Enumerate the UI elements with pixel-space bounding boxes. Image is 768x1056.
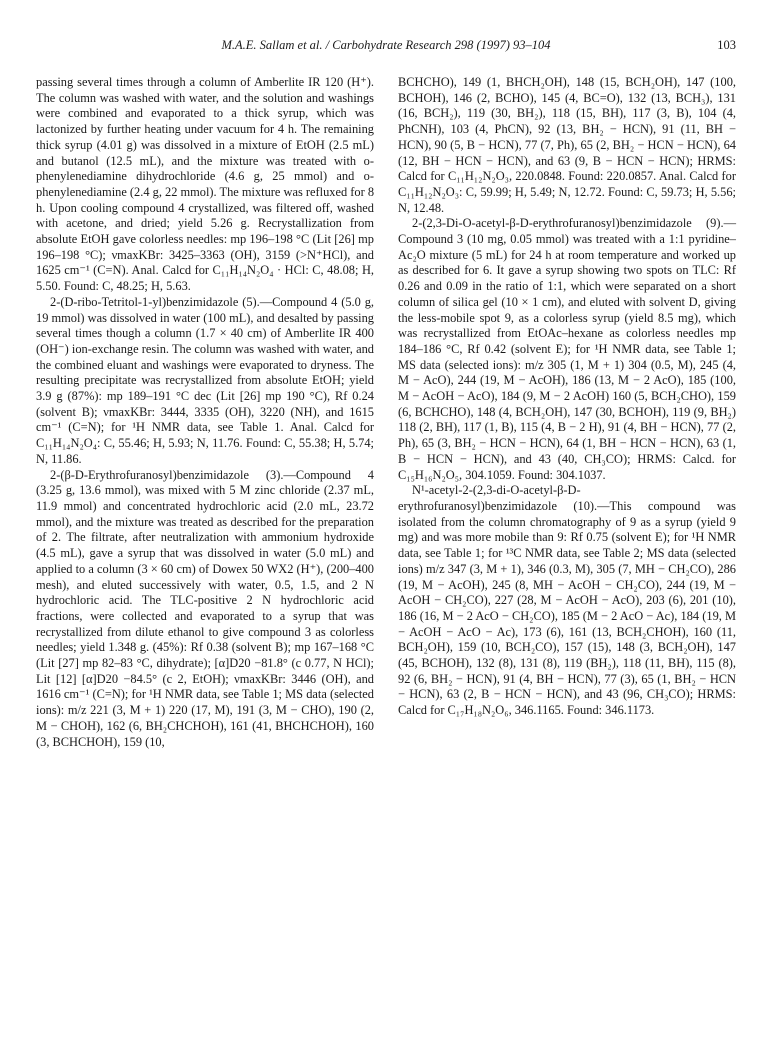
- paragraph-ms-data-continued: BCHCHO), 149 (1, BHCH₂OH), 148 (15, BCH₂OH), 147 (100, BCHOH), 146 (2, BCHO), 145 (4, BC=O), 132 (13, BCH₃), 131 (16, BCH₂), 119 (30, BH₂), 118 (15, BH), 117 (3, B), 104 (4, PhCNH), 103 (4, PhCN), 92 (13, BH₂ − HCN), 91 (11, BH − HCN), 90 (5, B − HCN), 77 (7, Ph), 65 (2, BH₂ − HCN − HCN), 64 (12, BH − HCN − HCN), and 63 (9, B − HCN − HCN); HRMS: Calcd for C₁₁H₁₂N₂O₃, 220.0848. Found: 220.0857. Anal. Calcd for C₁₁H₁₂N₂O₃: C, 59.99; H, 5.49; N, 12.72. Found: C, 59.73; H, 5.56; N, 12.48.: [398, 75, 736, 215]
- paragraph-amberlite-lactonization: passing several times through a column of Amberlite IR 120 (H⁺). The column was washed with water, and the solution and washings were combined and evaporated to a thick syrup, which was lactonized by further heating under vacuum for 4 h. The remaining thick syrup (4.01 g) was dissolved in a mixture of EtOH (2.5 mL) and butanol (12.5 mL), and the mixture was treated with o-phenylenediamine dihydrochloride (4.6 g, 25 mmol) and o-phenylenediamine (2.4 g, 22 mmol). The mixture was refluxed for 8 h. Upon cooling compound 4 crystallized, was filtered off, washed with acetone, and dried; yield 5.26 g. Recrystallization from absolute EtOH gave colorless needles: mp 196–198 °C (Lit [26] mp 196–198 °C); νmaxKBr: 3425–3363 (OH), 3159 (>N⁺HCl), and 1625 cm⁻¹ (C=N). Anal. Calcd for C₁₁H₁₄N₂O₄ · HCl: C, 48.08; H, 5.50. Found: C, 48.25; H, 5.63.: [36, 75, 375, 294]
- left-column: [36, 75, 374, 750]
- running-header: [36, 38, 736, 56]
- running-title: M.A.E. Sallam et al. / Carbohydrate Research 298 (1997) 93–104: [221, 38, 551, 52]
- paragraph-compound-3: 2-(β-D-Erythrofuranosyl)benzimidazole (3).—Compound 4 (3.25 g, 13.6 mmol), was mixed with 5 M zinc chloride (2.37 mL, 11.9 mmol) and concentrated hydrochloric acid (2.0 mL, 23.72 mmol), and the mixture was treated as described for the preparation of 2. The filtrate, after neutralization with ammonium hydroxide (4.5 mL), gave a syrup that was dissolved in water (5.0 mL) and applied to a column (3 × 60 cm) of Dowex 50 WX2 (H⁺), (200–400 mesh), and eluted successively with water, 0.5, 1.5, and 2 N hydrochloric acid. The TLC-positive 2 N hydrochloric acid fractions, were collected and evaporated to a syrup that was recrystallized from dilute ethanol to give compound 3 as colorless needles; yield 1.348 g. (45%): Rf 0.38 (solvent B); mp 167–168 °C (Lit [27] mp 82–83 °C, dihydrate); [α]D20 −81.8° (c 0.77, N HCl); Lit [12] [α]D20 −84.5° (c 2, EtOH); νmaxKBr: 3446 (OH), and 1616 cm⁻¹ (C=N); for ¹H NMR data, see Table 1; MS data (selected ions): m/z 221 (3, M + 1) 220 (17, M), 191 (3, M − CHO), 190 (2, M − CHOH), 162 (6, BH₂CHCHOH), 161 (41, BHCHCHOH), 160 (3, BCHCHOH), 159 (10,: [36, 467, 374, 749]
- paragraph-compound-9: 2-(2,3-Di-O-acetyl-β-D-erythrofuranosyl)benzimidazole (9).—Compound 3 (10 mg, 0.05 mmol) was treated with a 1:1 pyridine–Ac₂O mixture (5 mL) for 24 h at room temperature and worked up as described for 6. It gave a syrup showing two spots on TLC: Rf 0.26 and 0.09 in the ratio of 1:1, which were separated on a short column of silica gel (10 × 1 cm), and eluted with solvent D, giving the less-mobile spot 9, as a colorless syrup (yield 8.5 mg), which was recrystallized from EtOAc–hexane as colorless needles mp 184–186 °C, Rf 0.42 (solvent E); for ¹H NMR data, see Table 1; MS data (selected ions): m/z 305 (1, M + 1) 304 (0.5, M), 245 (4, M − AcO), 244 (19, M − AcOH), 186 (13, M − 2 AcO), 185 (100, M − AcOH − AcO), 184 (9, M − 2 AcOH) 160 (5, BCH₂CHO), 159 (6, BCHCHO), 148 (4, BCH₂OH), 147 (30, BCHOH), 119 (9, BH₂) 118 (2, BH), 117 (1, B), 115 (4, B − 2 H), 91 (4, BH − HCN), 77 (2, Ph), 65 (3, BH₂ − HCN − HCN), 64 (1, BH − HCN − HCN), 63 (1, B − HCN − HCN), and 43 (40, CH₃CO); HRMS: Calcd. for C₁₅H₁₆N₂O₅, 304.1059. Found: 304.1037.: [398, 216, 736, 482]
- page-number: 103: [717, 38, 736, 52]
- paragraph-compound-10: N¹-acetyl-2-(2,3-di-O-acetyl-β-D-erythrofuranosyl)benzimidazole (10).—This compound was isolated from the column chromatography of 9 as a syrup (yield 9 mg) and was more mobile than 9: Rf 0.75 (solvent E); for ¹H NMR data, see Table 1; for ¹³C NMR data, see Table 2; MS data (selected ions) m/z 347 (3, M + 1), 346 (0.3, M), 305 (7, MH − CH₂CO), 286 (19, M − AcOH), 245 (8, MH − AcOH − CH₂CO), 244 (19, M − AcOH − CH₂CO), 227 (28, M − AcOH − AcO), 203 (6), 201 (10), 186 (16, M − 2 AcO − CH₂CO), 185 (M − 2 AcO − Ac), 184 (19, M − AcOH − AcO − Ac), 173 (6), 161 (13, BCH₂CHOH), 160 (11, BCH₂OH), 159 (10, BCH₂CO), 157 (15), 148 (3, BCH₂OH), 147 (45, BCHOH), 132 (8), 131 (8), 119 (BH₂), 118 (11, BH), 115 (8), 92 (6, BH₂ − HCN), 91 (4, BH − HCN), 77 (3), 65 (1, BH₂ − HCN − HCN), 63 (2, B − HCN − HCN), and 43 (96, CH₃CO); HRMS: Calcd for C₁₇H₁₈N₂O₆, 346.1165. Found: 346.1173.: [398, 483, 736, 718]
- right-column: [398, 75, 736, 719]
- paragraph-compound-5: 2-(D-ribo-Tetritol-1-yl)benzimidazole (5).—Compound 4 (5.0 g, 19 mmol) was dissolved in water (100 mL), and desalted by passing several times though a column (1.7 × 40 cm) of Amberlite IR 400 (OH⁻) ion-exchange resin. The column was washed with water, and the combined eluant and washings were evaporated to dryness. The resulting precipitate was recrystallized from absolute EtOH; yield 3.9 g (87%): mp 189–191 °C dec (Lit [26] mp 190 °C), Rf 0.24 (solvent B); νmaxKBr: 3444, 3335 (OH), 3220 (NH), and 1615 cm⁻¹ (C=N); for ¹H NMR data, see Table 1. Anal. Calcd for C₁₁H₁₄N₂O₄: C, 55.46; H, 5.93; N, 11.76. Found: C, 55.38; H, 5.74; N, 11.86.: [36, 294, 374, 466]
